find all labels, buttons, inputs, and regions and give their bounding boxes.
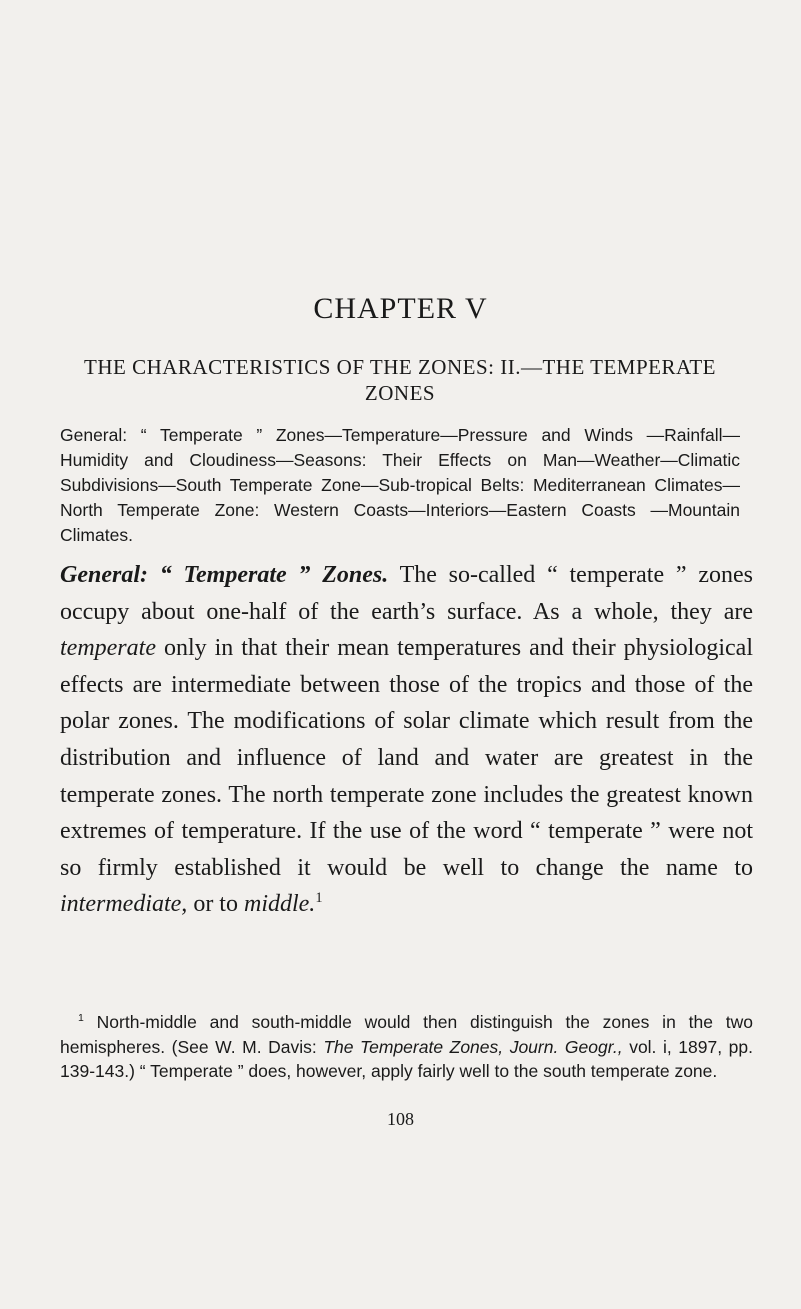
footnote-marker: 1 <box>78 1012 84 1025</box>
body-text-segment: The so-called “ temperate ” zones occupy about one-half of the earth’s surface. As a whole, they are <box>60 562 753 625</box>
section-heading: General: “ Temperate ” Zones. <box>60 562 389 588</box>
body-text-segment: only in that their mean temperatures and their physiological effects are intermediate between those of the tropics and those of the polar zones. The modifications of solar climate which result from the distribution and influence of land and water are greatest in the temperate zones. The north temperate zone includes the greatest known extremes of temperature. If the use of the word “ temperate ” were not so firmly established it would be well to change the name to <box>60 635 753 881</box>
emphasis-intermediate: intermediate, <box>60 891 188 918</box>
body-paragraph <box>60 557 753 923</box>
chapter-synopsis: General: “ Temperate ” Zones—Temperature—Pressure and Winds —Rainfall—Humidity and Cloudiness—Seasons: Their Effects on Man—Weather—Climatic Subdivisions—South Temperate Zone—Sub-tropical Belts: Mediterranean Climates—North Temperate Zone: Western Coasts—Interiors—Eastern Coasts —Mountain Climates. <box>60 425 740 545</box>
footnote-text-segment: North-middle and south-middle would then distinguish the zones in the two hemispheres. (See W. M. Davis: <box>60 1012 753 1057</box>
chapter-subtitle: THE CHARACTERISTICS OF THE ZONES: II.—THE TEMPERATE ZONES <box>84 355 716 405</box>
page-number: 108 <box>387 1109 414 1129</box>
chapter-title: CHAPTER V <box>313 292 488 325</box>
footnote-text-segment: vol. i, 1897, pp. 139-143.) “ Temperate ” does, however, apply fairly well to the south temperate zone. <box>60 1036 753 1081</box>
footnote-citation-title: The Temperate Zones, Journ. Geogr., <box>323 1036 623 1057</box>
emphasis-temperate: temperate <box>60 635 156 662</box>
body-text-segment: or to <box>187 891 244 918</box>
footnote <box>60 1010 753 1084</box>
emphasis-middle: middle. <box>243 891 316 918</box>
footnote-reference: 1 <box>315 890 323 907</box>
